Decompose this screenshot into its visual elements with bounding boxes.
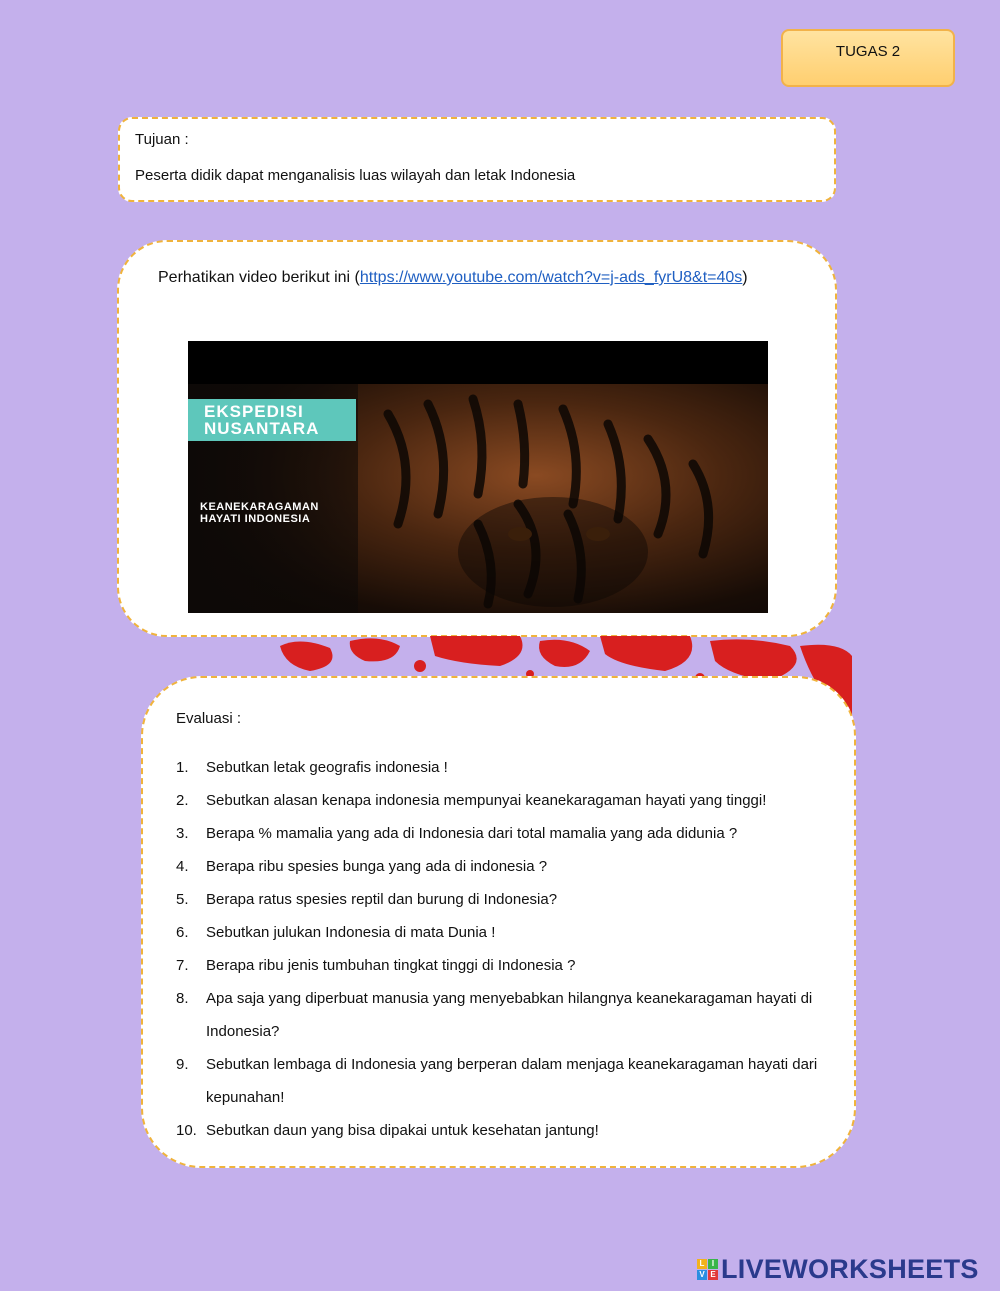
logo-letter-v: V — [697, 1270, 707, 1280]
question-text: Berapa ratus spesies reptil dan burung di Indonesia? — [206, 891, 558, 908]
question-item — [176, 784, 826, 817]
question-text: Sebutkan julukan Indonesia di mata Dunia ! — [206, 924, 496, 941]
question-text: Sebutkan alasan kenapa indonesia mempunyai keanekaragaman hayati yang tinggi! — [206, 792, 767, 809]
question-item — [176, 883, 826, 916]
thumbnail-subtitle — [200, 501, 319, 525]
question-number: 2. — [176, 792, 189, 809]
thumbnail-title-line2: NUSANTARA — [204, 419, 320, 438]
question-text: Berapa % mamalia yang ada di Indonesia dari total mamalia yang ada didunia ? — [206, 825, 738, 842]
question-text: Sebutkan lembaga di Indonesia yang berperan dalam menjaga keanekaragaman hayati dari kepunahan! — [206, 1056, 818, 1106]
question-item — [176, 751, 826, 784]
logo-wordmark: LIVEWORKSHEETS — [721, 1253, 979, 1284]
thumbnail-title — [188, 399, 356, 441]
question-item — [176, 850, 826, 883]
question-item — [176, 982, 826, 1048]
question-list — [176, 751, 826, 1147]
video-thumbnail[interactable] — [188, 341, 768, 613]
video-intro-prefix: Perhatikan video berikut ini ( — [158, 269, 360, 286]
question-number: 10. — [176, 1122, 197, 1139]
goal-text: Peserta didik dapat menganalisis luas wilayah dan letak Indonesia — [135, 167, 576, 184]
video-link[interactable]: https://www.youtube.com/watch?v=j-ads_fyrU8&t=40s — [359, 269, 743, 286]
thumbnail-title-line1: EKSPEDISI — [204, 402, 304, 421]
logo-letter-i: I — [708, 1259, 718, 1269]
task-badge: TUGAS 2 — [781, 29, 955, 87]
question-number: 1. — [176, 759, 189, 776]
logo-mark-icon — [697, 1259, 718, 1280]
question-item — [176, 916, 826, 949]
question-text: Sebutkan daun yang bisa dipakai untuk kesehatan jantung! — [206, 1122, 599, 1139]
video-card — [117, 240, 837, 637]
question-number: 8. — [176, 990, 189, 1007]
question-item — [176, 1114, 826, 1147]
goal-card — [118, 117, 836, 202]
question-text: Berapa ribu jenis tumbuhan tingkat tinggi di Indonesia ? — [206, 957, 576, 974]
goal-label: Tujuan : — [135, 131, 189, 148]
question-number: 6. — [176, 924, 189, 941]
question-number: 9. — [176, 1056, 189, 1073]
question-number: 4. — [176, 858, 189, 875]
video-intro — [158, 269, 748, 287]
question-text: Apa saja yang diperbuat manusia yang menyebabkan hilangnya keanekaragaman hayati di Indonesia? — [206, 990, 813, 1040]
question-text: Berapa ribu spesies bunga yang ada di indonesia ? — [206, 858, 548, 875]
video-intro-suffix: ) — [742, 269, 748, 286]
question-item — [176, 949, 826, 982]
logo-letter-l: L — [697, 1259, 707, 1269]
question-text: Sebutkan letak geografis indonesia ! — [206, 759, 448, 776]
logo-letter-e: E — [708, 1270, 718, 1280]
question-number: 5. — [176, 891, 189, 908]
question-item — [176, 1048, 826, 1114]
thumbnail-subtitle-line2: HAYATI INDONESIA — [200, 513, 311, 525]
thumbnail-subtitle-line1: KEANEKARAGAMAN — [200, 501, 319, 513]
question-number: 3. — [176, 825, 189, 842]
question-item — [176, 817, 826, 850]
liveworksheets-logo[interactable] — [697, 1254, 979, 1284]
question-number: 7. — [176, 957, 189, 974]
evaluation-card — [141, 676, 856, 1168]
thumbnail-top-bar — [188, 341, 768, 384]
evaluation-label: Evaluasi : — [176, 710, 242, 727]
